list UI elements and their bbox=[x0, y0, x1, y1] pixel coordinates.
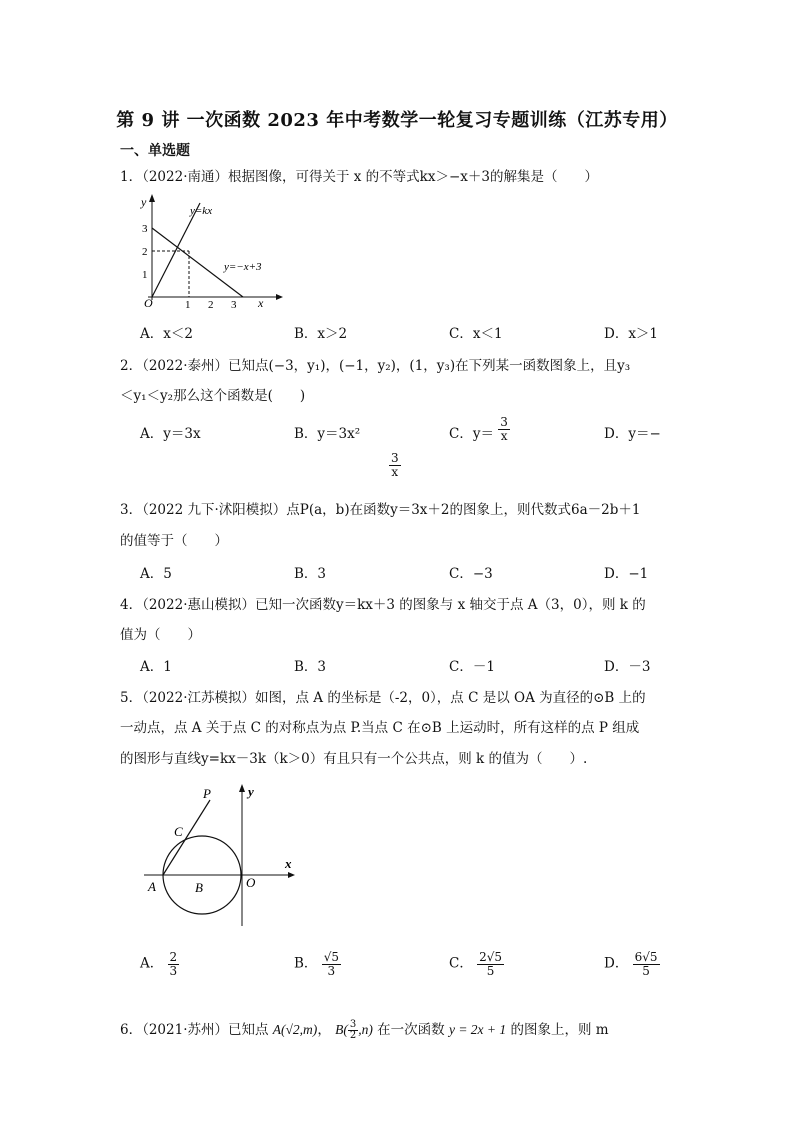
fraction-denominator: 2 bbox=[349, 1030, 357, 1041]
line-neg-x-label: y=−x+3 bbox=[224, 261, 262, 273]
fraction-numerator: 3 bbox=[349, 1018, 357, 1030]
question-2-text-1: 2．（2022·泰州）已知点(−3，y₁)，(−1，y₂)，(1，y₃)在下列某一函数图象上，且y₃ bbox=[120, 358, 631, 374]
fraction-numerator: 6√5 bbox=[634, 950, 658, 964]
option-c[interactable] bbox=[449, 951, 504, 977]
option-d[interactable]: D．y＝− bbox=[604, 426, 661, 442]
y-tick-1: 1 bbox=[142, 269, 148, 281]
line-kx bbox=[152, 203, 200, 297]
y-tick-3: 3 bbox=[142, 223, 148, 235]
question-5-text-2: 一动点，点 A 关于点 C 的对称点为点 P.当点 C 在⊙B 上运动时，所有这样的点 P 组成 bbox=[120, 720, 640, 736]
option-b[interactable]: B．3 bbox=[294, 566, 327, 582]
y-tick-2: 2 bbox=[142, 246, 148, 258]
fraction-numerator: 2 bbox=[169, 950, 178, 964]
question-5-text-1: 5．（2022·江苏模拟）如图，点 A 的坐标是（-2，0），点 C 是以 OA 为直径的⊙B 上的 bbox=[120, 690, 646, 706]
option-b-fraction bbox=[322, 951, 341, 977]
question-1-graph bbox=[138, 190, 288, 310]
page-title: 第 9 讲 一次函数 2023 年中考数学一轮复习专题训练（江苏专用） bbox=[116, 110, 678, 131]
question-6-prefix: 6．（2021·苏州）已知点 bbox=[120, 1022, 273, 1038]
option-c[interactable] bbox=[449, 415, 510, 443]
fraction-numerator: 3 bbox=[391, 451, 399, 465]
fraction-denominator: x bbox=[391, 464, 399, 479]
option-c-fraction bbox=[498, 416, 510, 442]
option-b[interactable]: B．y＝3x² bbox=[294, 426, 361, 442]
option-d[interactable]: D．−1 bbox=[604, 566, 649, 582]
point-b-fraction bbox=[348, 1020, 358, 1042]
option-a[interactable]: A．y＝3x bbox=[140, 426, 201, 442]
question-3-text-2: 的值等于（ ） bbox=[120, 533, 228, 549]
fraction-numerator: 2√5 bbox=[479, 950, 503, 964]
option-a[interactable]: A．x＜2 bbox=[140, 326, 193, 342]
question-2-text-2: ＜y₁＜y₂那么这个函数是( ) bbox=[120, 388, 306, 404]
label-p: P bbox=[203, 786, 211, 801]
option-c-label: C．y＝ bbox=[449, 426, 494, 442]
fraction-denominator: 3 bbox=[327, 963, 336, 978]
x-axis-arrow bbox=[276, 294, 283, 300]
fraction-denominator: 5 bbox=[642, 963, 650, 978]
x-axis-arrow bbox=[288, 872, 295, 878]
option-c[interactable]: C．－1 bbox=[449, 659, 495, 675]
question-6-mid: 在一次函数 bbox=[372, 1022, 449, 1038]
option-d[interactable]: D．x＞1 bbox=[604, 326, 659, 342]
option-b[interactable]: B．3 bbox=[294, 659, 327, 675]
x-tick-2: 2 bbox=[208, 299, 214, 310]
option-a-fraction bbox=[168, 951, 180, 977]
question-1-text: 1．（2022·南通）根据图像，可得关于 x 的不等式kx＞−x＋3的解集是（ ） bbox=[120, 169, 598, 185]
function-expression: y = 2x + 1 bbox=[448, 1022, 507, 1037]
question-4-text-1: 4．（2022·惠山模拟）已知一次函数y＝kx＋3 的图象与 x 轴交于点 A（3，0），则 k 的 bbox=[120, 597, 646, 613]
question-4-text-2: 值为（ ） bbox=[120, 627, 201, 643]
option-b[interactable]: B．x＞2 bbox=[294, 326, 348, 342]
label-c: C bbox=[174, 824, 183, 839]
question-6-suffix: 的图象上，则 m bbox=[506, 1022, 609, 1038]
option-b-label: B． bbox=[294, 955, 318, 972]
label-x: x bbox=[285, 856, 292, 871]
y-axis-arrow bbox=[149, 194, 155, 202]
label-a: A bbox=[148, 879, 156, 894]
segment-ap bbox=[163, 800, 210, 875]
question-5-figure bbox=[138, 780, 308, 930]
point-b-end: ,n) bbox=[358, 1022, 373, 1037]
graph-origin-label: O bbox=[144, 296, 153, 310]
option-c[interactable]: C．−3 bbox=[449, 566, 493, 582]
fraction-denominator: x bbox=[500, 429, 508, 443]
option-c-fraction bbox=[477, 951, 504, 977]
graph-x-label: x bbox=[258, 296, 264, 310]
option-a-label: A． bbox=[140, 955, 164, 972]
label-b: B bbox=[195, 880, 203, 895]
question-3-text-1: 3．（2022 九下·沭阳模拟）点P(a，b)在函数y＝3x＋2的图象上，则代数式6a－2b＋1 bbox=[120, 502, 641, 518]
line-kx-label: y=kx bbox=[190, 205, 213, 217]
graph-y-label: y bbox=[141, 195, 147, 209]
section-heading: 一、单选题 bbox=[120, 143, 190, 159]
label-y: y bbox=[248, 784, 254, 799]
option-d-fraction bbox=[389, 452, 401, 478]
fraction-denominator: 3 bbox=[169, 963, 178, 978]
option-a[interactable]: A．1 bbox=[140, 659, 172, 675]
option-a[interactable]: A．5 bbox=[140, 566, 172, 582]
fraction-numerator: √5 bbox=[323, 950, 339, 964]
fraction-numerator: 3 bbox=[500, 415, 508, 430]
point-b-start: B( bbox=[335, 1022, 348, 1037]
option-d-fraction bbox=[633, 951, 660, 977]
option-a[interactable] bbox=[140, 951, 179, 977]
x-tick-3: 3 bbox=[231, 299, 237, 310]
x-tick-1: 1 bbox=[185, 299, 191, 310]
fraction-denominator: 5 bbox=[486, 963, 495, 978]
separator: ， bbox=[317, 1022, 331, 1038]
option-b[interactable] bbox=[294, 951, 341, 977]
y-axis-arrow bbox=[239, 784, 245, 792]
label-o: O bbox=[246, 875, 256, 890]
option-d-label: D． bbox=[604, 955, 629, 972]
option-c-label: C． bbox=[449, 955, 473, 972]
point-a: A(√2,m) bbox=[272, 1022, 318, 1037]
question-6-text bbox=[120, 1018, 609, 1042]
option-d[interactable]: D．－3 bbox=[604, 659, 651, 675]
question-5-text-3: 的图形与直线y=kx－3k（k＞0）有且只有一个公共点，则 k 的值为（ ）. bbox=[120, 751, 588, 767]
option-c[interactable]: C．x＜1 bbox=[449, 326, 503, 342]
question-5-options bbox=[140, 945, 680, 985]
option-d[interactable] bbox=[604, 951, 660, 977]
